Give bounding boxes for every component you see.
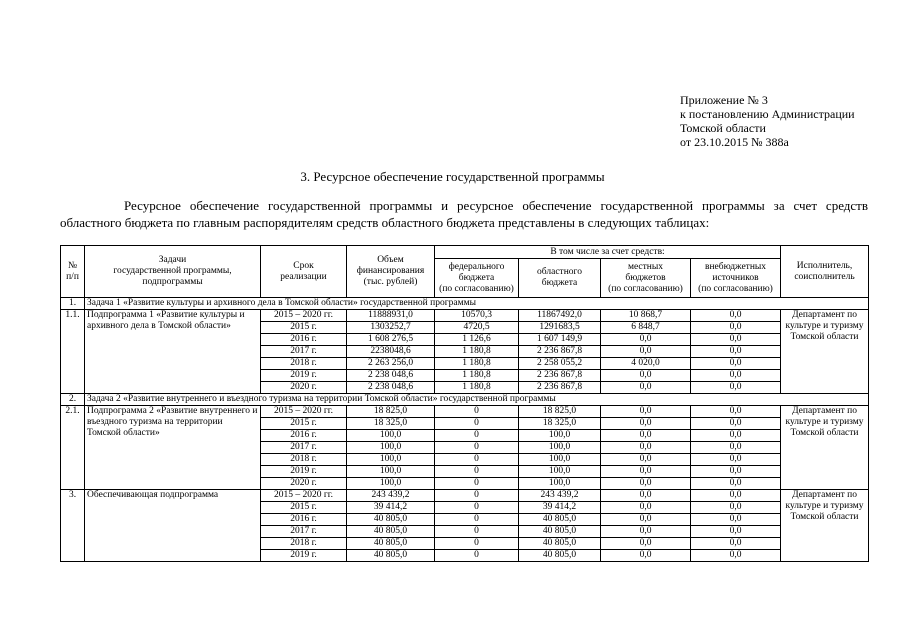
regional-cell: 2 236 867,8: [519, 370, 601, 382]
volume-cell: 40 805,0: [347, 526, 435, 538]
regional-cell: 40 805,0: [519, 526, 601, 538]
header-local: местных бюджетов (по согласованию): [601, 259, 691, 298]
header-tasks: Задачи государственной программы, подпрограммы: [85, 246, 261, 298]
term-cell: 2018 г.: [261, 358, 347, 370]
federal-cell: 1 180,8: [435, 382, 519, 394]
regional-cell: 1291683,5: [519, 322, 601, 334]
header-term: Срок реализации: [261, 246, 347, 298]
federal-cell: 0: [435, 538, 519, 550]
section-title: 3. Ресурсное обеспечение государственной программы: [300, 169, 605, 184]
regional-cell: 100,0: [519, 430, 601, 442]
extrabudget-cell: 0,0: [691, 550, 781, 562]
table-body: [61, 298, 869, 562]
volume-cell: 2 238 048,6: [347, 370, 435, 382]
regional-cell: 100,0: [519, 466, 601, 478]
term-cell: 2016 г.: [261, 430, 347, 442]
task-num: 1.: [61, 298, 85, 310]
local-cell: 4 020,0: [601, 358, 691, 370]
table-row: [61, 310, 869, 322]
extrabudget-cell: 0,0: [691, 346, 781, 358]
header-num: № п/п: [61, 246, 85, 298]
volume-cell: 18 325,0: [347, 418, 435, 430]
federal-cell: 0: [435, 466, 519, 478]
federal-cell: 0: [435, 478, 519, 490]
regional-cell: 1 607 149,9: [519, 334, 601, 346]
federal-cell: 0: [435, 550, 519, 562]
local-cell: 0,0: [601, 478, 691, 490]
task-title: Задача 2 «Развитие внутреннего и въездного туризма на территории Томской области» государственной программы: [85, 394, 869, 406]
executor-cell: Департамент по культуре и туризму Томской области: [781, 490, 869, 562]
federal-cell: 10570,3: [435, 310, 519, 322]
volume-cell: 243 439,2: [347, 490, 435, 502]
federal-cell: 0: [435, 514, 519, 526]
federal-cell: 1 126,6: [435, 334, 519, 346]
header-regional: областного бюджета: [519, 259, 601, 298]
intro-paragraph: Ресурсное обеспечение государственной программы и ресурсное обеспечение государственной программы за счет средств областного бюджета по главным распорядителям средств областного бюджета представлены в следующих таблицах:: [60, 198, 868, 230]
term-cell: 2016 г.: [261, 334, 347, 346]
regional-cell: 18 825,0: [519, 406, 601, 418]
federal-cell: 1 180,8: [435, 370, 519, 382]
federal-cell: 0: [435, 442, 519, 454]
extrabudget-cell: 0,0: [691, 538, 781, 550]
extrabudget-cell: 0,0: [691, 370, 781, 382]
volume-cell: 1303252,7: [347, 322, 435, 334]
local-cell: 0,0: [601, 418, 691, 430]
extrabudget-cell: 0,0: [691, 358, 781, 370]
volume-cell: 40 805,0: [347, 550, 435, 562]
extrabudget-cell: 0,0: [691, 478, 781, 490]
regional-cell: 2 258 055,2: [519, 358, 601, 370]
local-cell: 0,0: [601, 466, 691, 478]
local-cell: 0,0: [601, 382, 691, 394]
term-cell: 2017 г.: [261, 442, 347, 454]
regional-cell: 11867492,0: [519, 310, 601, 322]
extrabudget-cell: 0,0: [691, 334, 781, 346]
header-including: В том числе за счет средств:: [435, 246, 781, 259]
table-row: [61, 406, 869, 418]
term-cell: 2016 г.: [261, 514, 347, 526]
federal-cell: 1 180,8: [435, 346, 519, 358]
federal-cell: 0: [435, 502, 519, 514]
extrabudget-cell: 0,0: [691, 430, 781, 442]
executor-cell: Департамент по культуре и туризму Томской области: [781, 310, 869, 394]
term-cell: 2015 г.: [261, 322, 347, 334]
volume-cell: 40 805,0: [347, 538, 435, 550]
regional-cell: 2 236 867,8: [519, 382, 601, 394]
subprogram-num: 1.1.: [61, 310, 85, 394]
federal-cell: 4720,5: [435, 322, 519, 334]
volume-cell: 100,0: [347, 466, 435, 478]
term-cell: 2019 г.: [261, 466, 347, 478]
local-cell: 0,0: [601, 550, 691, 562]
regional-cell: 39 414,2: [519, 502, 601, 514]
local-cell: 6 848,7: [601, 322, 691, 334]
federal-cell: 0: [435, 406, 519, 418]
volume-cell: 2238048,6: [347, 346, 435, 358]
local-cell: 0,0: [601, 346, 691, 358]
volume-cell: 40 805,0: [347, 514, 435, 526]
extrabudget-cell: 0,0: [691, 322, 781, 334]
task-num: 2.: [61, 394, 85, 406]
term-cell: 2017 г.: [261, 346, 347, 358]
federal-cell: 0: [435, 430, 519, 442]
regional-cell: 100,0: [519, 442, 601, 454]
header-executor: Исполнитель, соисполнитель: [781, 246, 869, 298]
extrabudget-cell: 0,0: [691, 442, 781, 454]
subprogram-name: Обеспечивающая подпрограмма: [85, 490, 261, 562]
volume-cell: 100,0: [347, 442, 435, 454]
term-cell: 2018 г.: [261, 454, 347, 466]
regional-cell: 100,0: [519, 478, 601, 490]
extrabudget-cell: 0,0: [691, 454, 781, 466]
resource-table: [60, 245, 869, 562]
extrabudget-cell: 0,0: [691, 418, 781, 430]
extrabudget-cell: 0,0: [691, 382, 781, 394]
volume-cell: 100,0: [347, 454, 435, 466]
term-cell: 2015 г.: [261, 418, 347, 430]
term-cell: 2015 – 2020 гг.: [261, 406, 347, 418]
extrabudget-cell: 0,0: [691, 310, 781, 322]
term-cell: 2020 г.: [261, 382, 347, 394]
federal-cell: 0: [435, 490, 519, 502]
extrabudget-cell: 0,0: [691, 490, 781, 502]
federal-cell: 0: [435, 454, 519, 466]
extrabudget-cell: 0,0: [691, 526, 781, 538]
volume-cell: 1 608 276,5: [347, 334, 435, 346]
header-extrabudget: внебюджетных источников (по согласованию): [691, 259, 781, 298]
local-cell: 0,0: [601, 430, 691, 442]
extrabudget-cell: 0,0: [691, 466, 781, 478]
term-cell: 2018 г.: [261, 538, 347, 550]
task-row: [61, 298, 869, 310]
extrabudget-cell: 0,0: [691, 514, 781, 526]
federal-cell: 0: [435, 418, 519, 430]
appendix-block: [680, 93, 855, 149]
appendix-line-4: от 23.10.2015 № 388а: [680, 135, 789, 149]
subprogram-name: Подпрограмма 1 «Развитие культуры и архивного дела в Томской области»: [85, 310, 261, 394]
task-title: Задача 1 «Развитие культуры и архивного дела в Томской области» государственной программы: [85, 298, 869, 310]
regional-cell: 18 325,0: [519, 418, 601, 430]
task-row: [61, 394, 869, 406]
table-row: [61, 490, 869, 502]
term-cell: 2017 г.: [261, 526, 347, 538]
regional-cell: 40 805,0: [519, 538, 601, 550]
header-volume: Объем финансирования (тыс. рублей): [347, 246, 435, 298]
volume-cell: 100,0: [347, 430, 435, 442]
local-cell: 0,0: [601, 490, 691, 502]
local-cell: 0,0: [601, 442, 691, 454]
local-cell: 0,0: [601, 526, 691, 538]
local-cell: 0,0: [601, 514, 691, 526]
local-cell: 0,0: [601, 502, 691, 514]
local-cell: 0,0: [601, 406, 691, 418]
regional-cell: 40 805,0: [519, 514, 601, 526]
local-cell: 0,0: [601, 334, 691, 346]
volume-cell: 11888931,0: [347, 310, 435, 322]
regional-cell: 40 805,0: [519, 550, 601, 562]
regional-cell: 243 439,2: [519, 490, 601, 502]
volume-cell: 18 825,0: [347, 406, 435, 418]
volume-cell: 2 238 048,6: [347, 382, 435, 394]
header-federal: федерального бюджета (по согласованию): [435, 259, 519, 298]
regional-cell: 100,0: [519, 454, 601, 466]
term-cell: 2015 г.: [261, 502, 347, 514]
subprogram-num: 3.: [61, 490, 85, 562]
federal-cell: 0: [435, 526, 519, 538]
volume-cell: 100,0: [347, 478, 435, 490]
volume-cell: 39 414,2: [347, 502, 435, 514]
regional-cell: 2 236 867,8: [519, 346, 601, 358]
term-cell: 2019 г.: [261, 370, 347, 382]
local-cell: 0,0: [601, 454, 691, 466]
extrabudget-cell: 0,0: [691, 502, 781, 514]
subprogram-num: 2.1.: [61, 406, 85, 490]
appendix-line-1: Приложение № 3: [680, 93, 768, 107]
term-cell: 2019 г.: [261, 550, 347, 562]
local-cell: 0,0: [601, 538, 691, 550]
executor-cell: Департамент по культуре и туризму Томской области: [781, 406, 869, 490]
volume-cell: 2 263 256,0: [347, 358, 435, 370]
local-cell: 10 868,7: [601, 310, 691, 322]
appendix-line-3: Томской области: [680, 121, 766, 135]
term-cell: 2015 – 2020 гг.: [261, 490, 347, 502]
appendix-line-2: к постановлению Администрации: [680, 107, 855, 121]
local-cell: 0,0: [601, 370, 691, 382]
term-cell: 2020 г.: [261, 478, 347, 490]
federal-cell: 1 180,8: [435, 358, 519, 370]
extrabudget-cell: 0,0: [691, 406, 781, 418]
term-cell: 2015 – 2020 гг.: [261, 310, 347, 322]
subprogram-name: Подпрограмма 2 «Развитие внутреннего и въездного туризма на территории Томской области»: [85, 406, 261, 490]
